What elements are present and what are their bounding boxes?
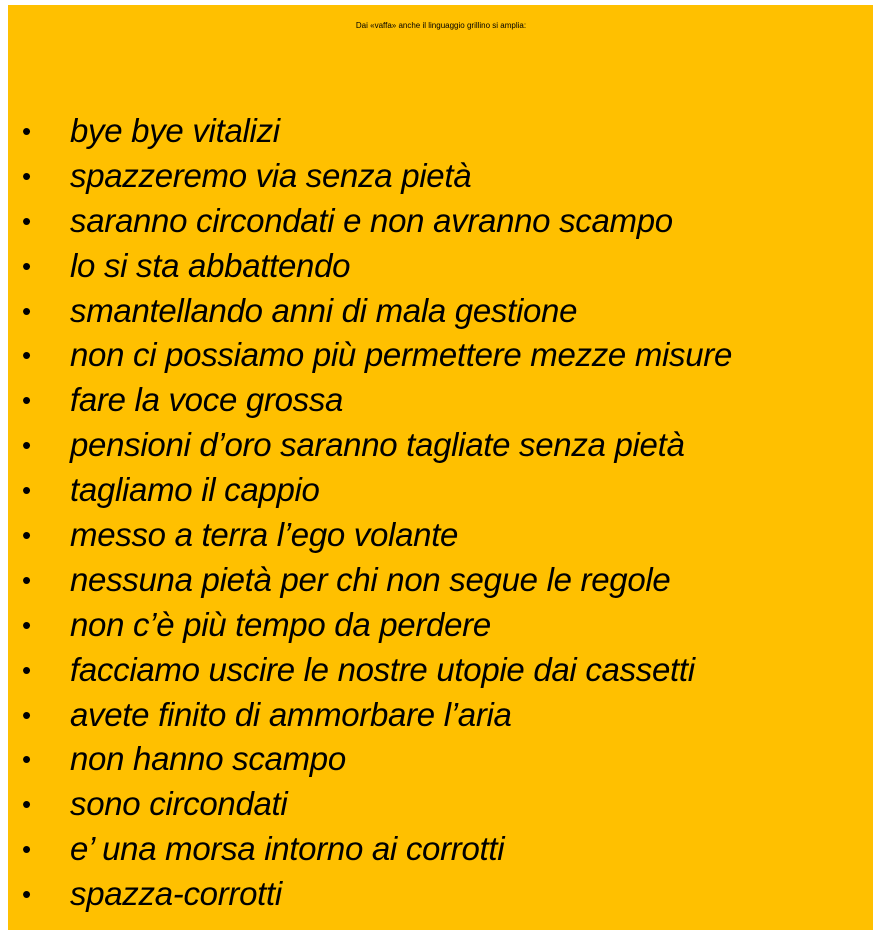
list-item-text: non hanno scampo [70,740,346,778]
list-item-text: avete finito di ammorbare l’aria [70,695,512,733]
list-item-text: spazzeremo via senza pietà [70,156,472,194]
bullet-icon: • [22,205,32,236]
list-item-text: sono circondati [70,785,288,823]
list-item-text: bye bye vitalizi [70,112,280,149]
list-item-text: lo si sta abbattendo [70,246,351,284]
bullet-icon: • [22,834,32,865]
list-item-text: e’ una morsa intorno ai corrotti [70,830,505,868]
bullet-icon: • [22,340,32,371]
list-item-text: non c’è più tempo da perdere [70,605,491,643]
bullet-icon: • [22,744,32,775]
list-item-text: tagliamo il cappio [70,471,320,509]
list-item-text: messo a terra l’ego volante [70,516,459,554]
bullet-icon: • [22,475,32,506]
list-item-text: saranno circondati e non avranno scampo [70,201,673,239]
bullet-icon: • [22,295,32,326]
list-item-text: facciamo uscire le nostre utopie dai cassetti [70,650,695,688]
list-item-text: non ci possiamo più permettere mezze misure [70,336,733,374]
list-item-text: fare la voce grossa [70,381,344,419]
bullet-icon: • [22,430,32,461]
text-panel [8,5,873,930]
bullet-icon: • [22,160,32,191]
bullet-icon: • [22,654,32,685]
bullet-icon: • [22,385,32,416]
bullet-icon: • [22,116,32,146]
list-item-text: spazza-corrotti [70,875,282,913]
bullet-icon: • [22,699,32,730]
bullet-icon: • [22,520,32,551]
list-item-text: nessuna pietà per chi non segue le regole [70,560,671,598]
bullet-icon: • [22,609,32,640]
panel-title: Dai «vaffa» anche il linguaggio grillino si amplia: [355,21,527,30]
bullet-icon: • [22,250,32,281]
list-item-text: pensioni d’oro saranno tagliate senza pietà [70,426,685,464]
bullet-icon: • [22,564,32,595]
bullet-icon: • [22,789,32,820]
list-item-text: smantellando anni di mala gestione [70,291,578,329]
bullet-icon: • [22,879,32,910]
